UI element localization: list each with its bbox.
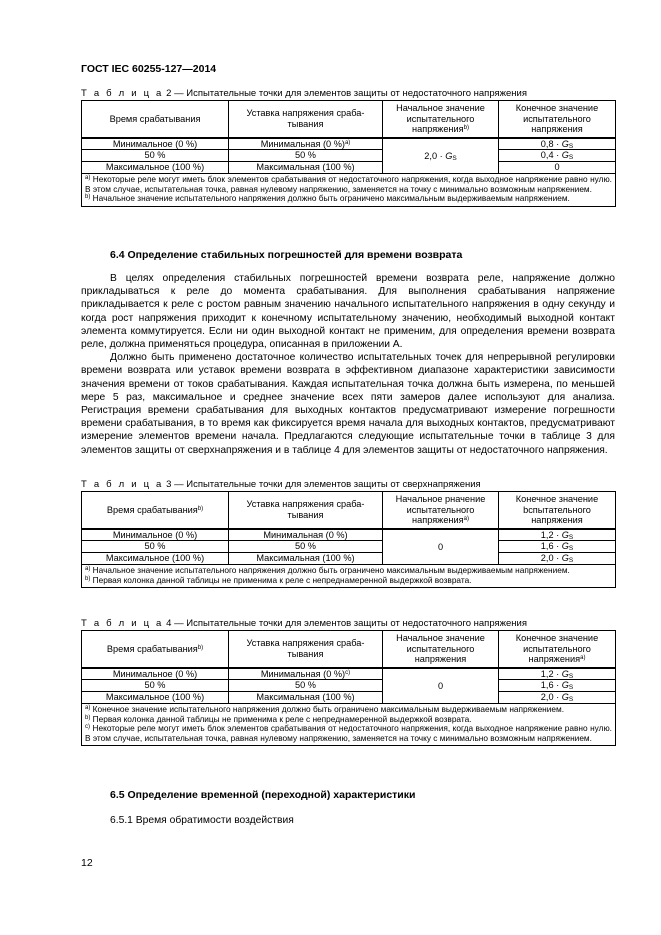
section-6-4-heading: 6.4 Определение стабильных погрешностей для времени возврата [110, 249, 463, 261]
table4-header-col1: Время срабатывания$^{b)}$ [82, 631, 229, 668]
table4-cell: Максимальное (100 %) [82, 692, 229, 704]
table4-header-col3: Начальное значение испытательного напряжения [383, 631, 499, 668]
table3-cell: Минимальное (0 %) [82, 529, 229, 541]
table4-notes [82, 704, 616, 746]
table3-notes [82, 565, 616, 588]
section-6-4-body [81, 272, 615, 457]
table3-cell: Максимальная (100 %) [229, 553, 383, 565]
table3-cell: Максимальное (100 %) [82, 553, 229, 565]
table2-cell: $0,4 \cdot G_S$ [499, 150, 616, 162]
table2-merged-cell: $2,0 \cdot G_S$ [383, 138, 499, 174]
table4-cell: Минимальное (0 %) [82, 668, 229, 680]
table3-header-col2: Уставка напряжения сраба-тывания [229, 492, 383, 529]
table-row [82, 668, 616, 680]
table4-cell: 50 % [229, 680, 383, 692]
table-row [82, 529, 616, 541]
table-row [82, 162, 616, 174]
table4-note-a: $^{a)}$ Конечное значение испытательного напряжения должно быть ограничено максимальным выдерживаемым напряжением. [85, 704, 565, 714]
table2-caption [81, 88, 527, 99]
table2-notes [82, 174, 616, 207]
table2-cell: $0,8 \cdot G_S$ [499, 138, 616, 150]
table-row [82, 541, 616, 553]
table4-note-b: $^{b)}$ Первая колонка данной таблицы не применима к реле с непреднамеренной выдержкой возврата. [85, 713, 472, 724]
table3-cell: 50 % [229, 541, 383, 553]
table-row [82, 692, 616, 704]
table-row [82, 680, 616, 692]
table3-cell: 50 % [82, 541, 229, 553]
table3-note-a: $^{a)}$ Начальное значение испытательного напряжения должно быть ограничено максимальным выдерживаемым напряжением. [85, 565, 570, 575]
table4-header-col2: Уставка напряжения сраба-тывания [229, 631, 383, 668]
table2-cell: 50 % [82, 150, 229, 162]
document-header: ГОСТ IEC 60255-127—2014 [81, 63, 217, 75]
table4-note-c: $^{c)}$ Некоторые реле могут иметь блок элементов срабатывания от недостаточного напряжения, когда выходное напряжение равно нулю. В этом случае, испытательная точка, равная нулевому напряжению, заменяется на точку с минимально возможным напряжением. [85, 723, 612, 743]
table3-header-col1: Время срабатывания$^{b)}$ [82, 492, 229, 529]
table-row [82, 150, 616, 162]
table4-cell: Минимальная (0 %)$^{c)}$ [229, 668, 383, 680]
table2-cell: Минимальное (0 %) [82, 138, 229, 150]
table3-note-b: $^{b)}$ Первая колонка данной таблицы не применима к реле с непреднамеренной выдержкой возврата. [85, 574, 472, 585]
table4-cell: $1,2 \cdot G_S$ [499, 668, 616, 680]
table-row [82, 553, 616, 565]
table4-caption: Т а б л и ц а 4 — Испытательные точки для элементов защиты от недостаточного напряжения [81, 618, 527, 629]
table-row [82, 138, 616, 150]
table2-cell: 0 [499, 162, 616, 174]
table3 [81, 491, 616, 588]
table2-header-col4: Конечное значение испытательного напряжения [499, 101, 616, 138]
table4-merged-cell: 0 [383, 668, 499, 704]
table4-header-col4: Конечное значение испытательного напряжения$^{a)}$ [499, 631, 616, 668]
page-number: 12 [81, 857, 93, 869]
table3-merged-cell: 0 [383, 529, 499, 565]
table2 [81, 100, 616, 207]
table2-note-b: $^{b)}$ Начальное значение испытательного напряжения должно быть ограничено максимальным выдерживаемым напряжением. [85, 193, 570, 204]
table4-cell: Максимальная (100 %) [229, 692, 383, 704]
table2-header-col2: Уставка напряжения сраба-тывания [229, 101, 383, 138]
table3-caption: Т а б л и ц а 3 — Испытательные точки для элементов защиты от сверхнапряжения [81, 479, 481, 490]
table2-note-a: $^{a)}$ Некоторые реле могут иметь блок элементов срабатывания от недостаточного напряжения, когда выходное напряжение равно нулю. В этом случае, испытательная точка, равная нулевому напряжению, заменяется на точку с минимально возможным напряжением. [85, 174, 612, 194]
paragraph: Должно быть применено достаточное количество испытательных точек для непрерывной регулировки времени возврата или уставок времени возврата в эффективном диапазоне характеристики зависимости значения времени от токов срабатывания. Каждая испытательная точка должна быть измерена, по меньшей мере 5 раз, максимальное и среднее значение всех пяти замеров далее используют для анализа. Регистрация времени срабатывания для выходных контактов предусматривают измерение погрешности времени срабатывания, в то время как фиксируется время начала для выходных контактов, предусматривают измерение элементов времени начала. Предлагаются следующие испытательные точки в таблице 3 для элементов защиты от сверхнапряжения и в таблице 4 для элементов защиты от недостаточного напряжения. [81, 352, 615, 456]
table2-caption-word: Т а б л и ц а [81, 88, 164, 99]
table2-header-col1: Время срабатывания [82, 101, 229, 138]
table2-cell: Максимальная (100 %) [229, 162, 383, 174]
table2-cell: Минимальная (0 %)$^{a)}$ [229, 138, 383, 150]
table3-cell: $2,0 \cdot G_S$ [499, 553, 616, 565]
paragraph: В целях определения стабильных погрешностей времени возврата реле, напряжение должно прикладываться к реле до момента срабатывания. Для выполнения срабатывания напряжение прикладывается к реле с ростом равным значению начального испытательного напряжения в одну секунду и когда рост напряжения приходит к конечному испытательному значению, необходимый выходной контакт элемента коммутируется. Если ни один выходной контакт не применим, для определения времени возврата реле, должна применяться процедура, описанная в приложении А. [81, 273, 615, 351]
table4-cell: $1,6 \cdot G_S$ [499, 680, 616, 692]
table3-cell: $1,2 \cdot G_S$ [499, 529, 616, 541]
subsection-6-5-1-heading: 6.5.1 Время обратимости воздействия [110, 815, 294, 826]
table2-header-col3: Начальное значение испытательного напряжения$^{b)}$ [383, 101, 499, 138]
table3-header-col3: Начальное рначение испытательного напряжения$^{a)}$ [383, 492, 499, 529]
table3-cell: $1,6 \cdot G_S$ [499, 541, 616, 553]
table3-cell: Минимальная (0 %) [229, 529, 383, 541]
table4 [81, 630, 616, 746]
section-6-5-heading: 6.5 Определение временной (переходной) характеристики [110, 789, 416, 801]
table4-cell: 50 % [82, 680, 229, 692]
table3-header-col4: Конечное значение bспытательного напряжения [499, 492, 616, 529]
table4-cell: $2,0 \cdot G_S$ [499, 692, 616, 704]
table2-cell: 50 % [229, 150, 383, 162]
table2-caption-text: 2 — Испытательные точки для элементов защиты от недостаточного напряжения [163, 88, 527, 99]
table2-cell: Максимальное (100 %) [82, 162, 229, 174]
